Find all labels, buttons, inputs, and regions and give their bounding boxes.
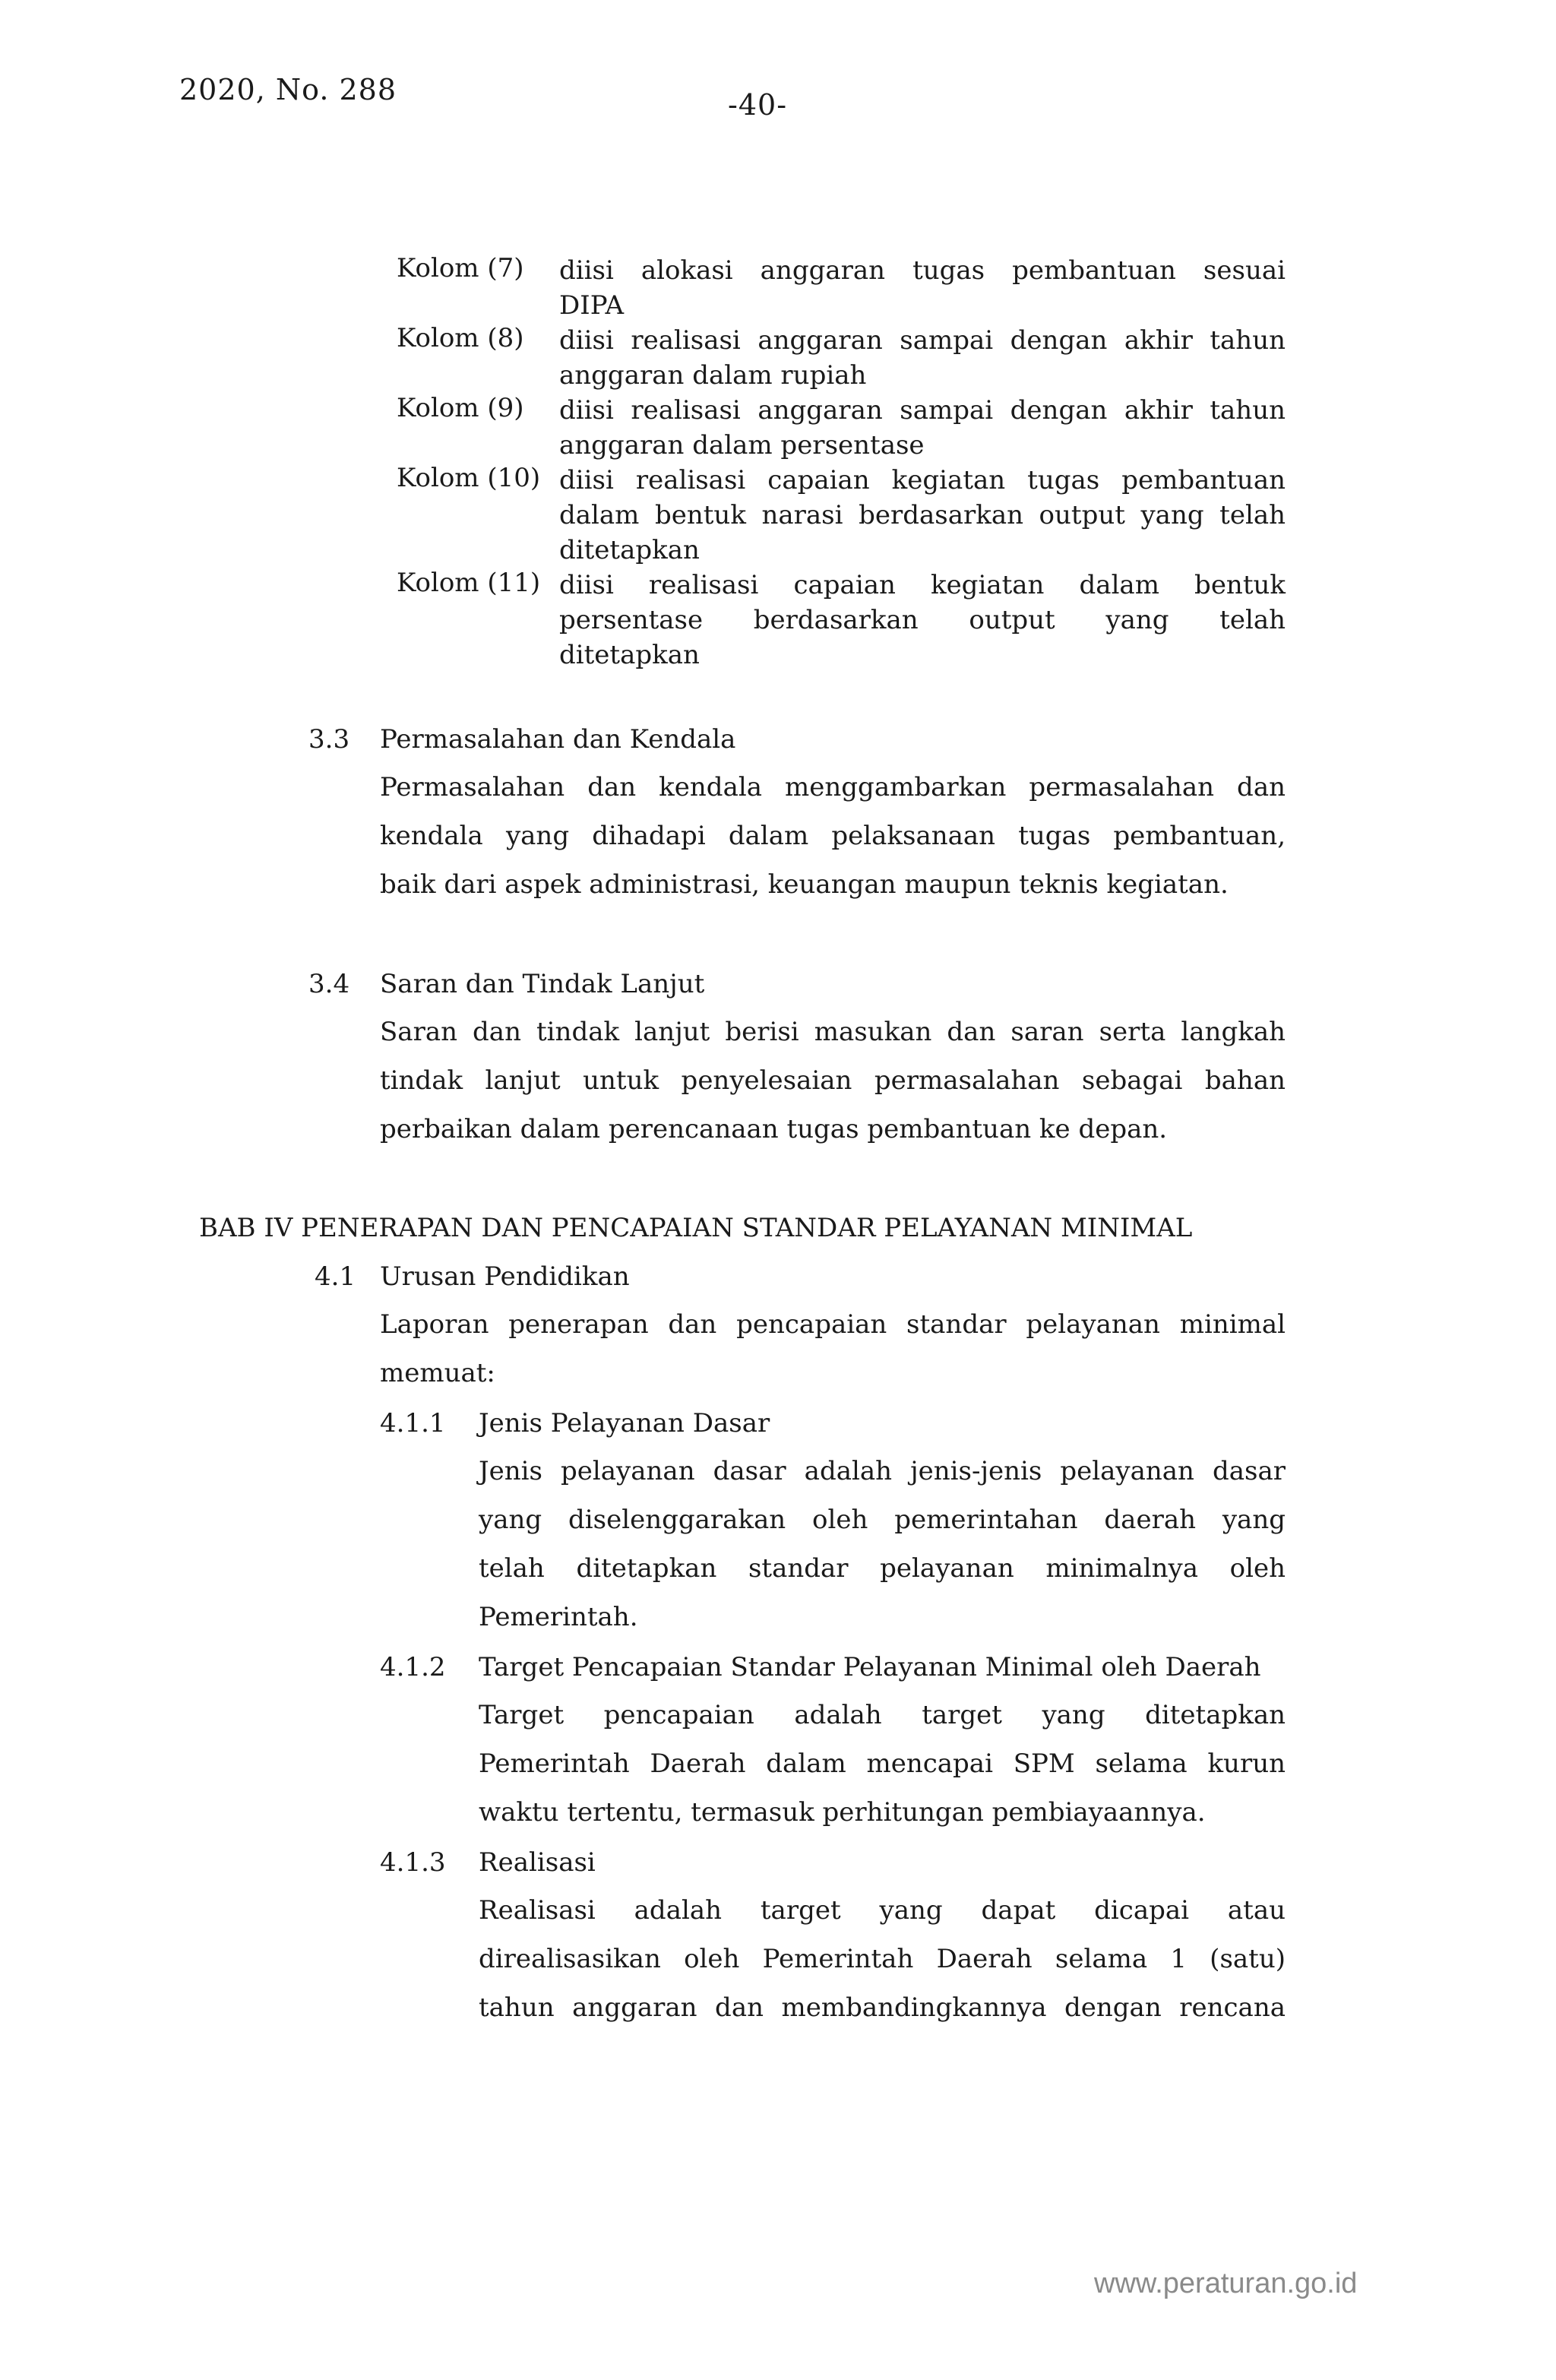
paragraph-line: direalisasikan oleh Pemerintah Daerah selama 1 (satu) bbox=[479, 1944, 1286, 1974]
kolom-desc-line: anggaran dalam persentase bbox=[559, 430, 925, 460]
kolom-description bbox=[559, 393, 1286, 463]
document-reference: 2020, No. 288 bbox=[179, 73, 397, 106]
paragraph-line: memuat: bbox=[380, 1358, 495, 1388]
page-number: -40- bbox=[728, 88, 788, 122]
kolom-desc-line: diisi realisasi capaian kegiatan dalam bentuk bbox=[559, 570, 1286, 600]
paragraph-line: Permasalahan dan kendala menggambarkan permasalahan dan bbox=[380, 772, 1286, 802]
kolom-desc-line: diisi realisasi capaian kegiatan tugas pembantuan bbox=[559, 465, 1286, 495]
kolom-desc-line: diisi alokasi anggaran tugas pembantuan sesuai bbox=[559, 255, 1286, 286]
kolom-desc-line: ditetapkan bbox=[559, 535, 700, 565]
paragraph-line: telah ditetapkan standar pelayanan minimalnya oleh bbox=[479, 1553, 1286, 1584]
paragraph-line: waktu tertentu, termasuk perhitungan pembiayaannya. bbox=[479, 1797, 1206, 1828]
kolom-desc-line: diisi realisasi anggaran sampai dengan akhir tahun bbox=[559, 325, 1286, 356]
kolom-label: Kolom (7) bbox=[397, 253, 524, 283]
section-paragraph bbox=[479, 1447, 1286, 1641]
paragraph-line: Saran dan tindak lanjut berisi masukan dan saran serta langkah bbox=[380, 1017, 1286, 1047]
section-number: 3.4 bbox=[308, 969, 350, 999]
kolom-desc-line: dalam bentuk narasi berdasarkan output yang telah bbox=[559, 500, 1286, 530]
paragraph-line: kendala yang dihadapi dalam pelaksanaan tugas pembantuan, bbox=[380, 821, 1286, 851]
kolom-description bbox=[559, 253, 1286, 323]
kolom-label: Kolom (11) bbox=[397, 568, 541, 598]
section-title: Jenis Pelayanan Dasar bbox=[479, 1408, 770, 1438]
paragraph-line: yang diselenggarakan oleh pemerintahan daerah yang bbox=[479, 1505, 1286, 1535]
paragraph-line: baik dari aspek administrasi, keuangan maupun teknis kegiatan. bbox=[380, 869, 1229, 900]
paragraph-line: Pemerintah. bbox=[479, 1602, 638, 1632]
kolom-description bbox=[559, 323, 1286, 393]
section-paragraph bbox=[380, 1008, 1286, 1154]
section-title: Realisasi bbox=[479, 1847, 596, 1878]
section-title: Saran dan Tindak Lanjut bbox=[380, 969, 705, 999]
chapter-heading: BAB IV PENERAPAN DAN PENCAPAIAN STANDAR PELAYANAN MINIMAL bbox=[199, 1213, 1193, 1243]
section-number: 4.1.3 bbox=[380, 1847, 446, 1878]
paragraph-line: Target pencapaian adalah target yang ditetapkan bbox=[479, 1700, 1286, 1730]
paragraph-line: Realisasi adalah target yang dapat dicapai atau bbox=[479, 1895, 1286, 1926]
section-paragraph bbox=[380, 1300, 1286, 1397]
section-paragraph bbox=[479, 1691, 1286, 1837]
section-number: 4.1.1 bbox=[380, 1408, 446, 1438]
kolom-label: Kolom (10) bbox=[397, 463, 541, 493]
paragraph-line: perbaikan dalam perencanaan tugas pembantuan ke depan. bbox=[380, 1114, 1168, 1144]
section-paragraph bbox=[479, 1886, 1286, 2032]
section-title: Urusan Pendidikan bbox=[380, 1261, 630, 1292]
kolom-desc-line: anggaran dalam rupiah bbox=[559, 360, 867, 391]
kolom-label: Kolom (9) bbox=[397, 393, 524, 423]
kolom-description bbox=[559, 463, 1286, 568]
kolom-desc-line: persentase berdasarkan output yang telah bbox=[559, 605, 1286, 635]
kolom-label: Kolom (8) bbox=[397, 323, 524, 353]
kolom-desc-line: diisi realisasi anggaran sampai dengan akhir tahun bbox=[559, 395, 1286, 426]
section-number: 4.1.2 bbox=[380, 1652, 446, 1682]
paragraph-line: tindak lanjut untuk penyelesaian permasalahan sebagai bahan bbox=[380, 1065, 1286, 1096]
kolom-desc-line: ditetapkan bbox=[559, 640, 700, 670]
kolom-description bbox=[559, 568, 1286, 673]
section-number: 3.3 bbox=[308, 724, 350, 755]
section-title: Target Pencapaian Standar Pelayanan Minimal oleh Daerah bbox=[479, 1652, 1261, 1682]
paragraph-line: Jenis pelayanan dasar adalah jenis-jenis pelayanan dasar bbox=[479, 1456, 1286, 1486]
paragraph-line: tahun anggaran dan membandingkannya dengan rencana bbox=[479, 1992, 1286, 2023]
section-number: 4.1 bbox=[315, 1261, 356, 1292]
website-watermark: www.peraturan.go.id bbox=[1094, 2268, 1358, 2299]
section-paragraph bbox=[380, 763, 1286, 909]
kolom-desc-line: DIPA bbox=[559, 290, 624, 321]
section-title: Permasalahan dan Kendala bbox=[380, 724, 736, 755]
paragraph-line: Pemerintah Daerah dalam mencapai SPM selama kurun bbox=[479, 1749, 1286, 1779]
paragraph-line: Laporan penerapan dan pencapaian standar pelayanan minimal bbox=[380, 1309, 1286, 1340]
